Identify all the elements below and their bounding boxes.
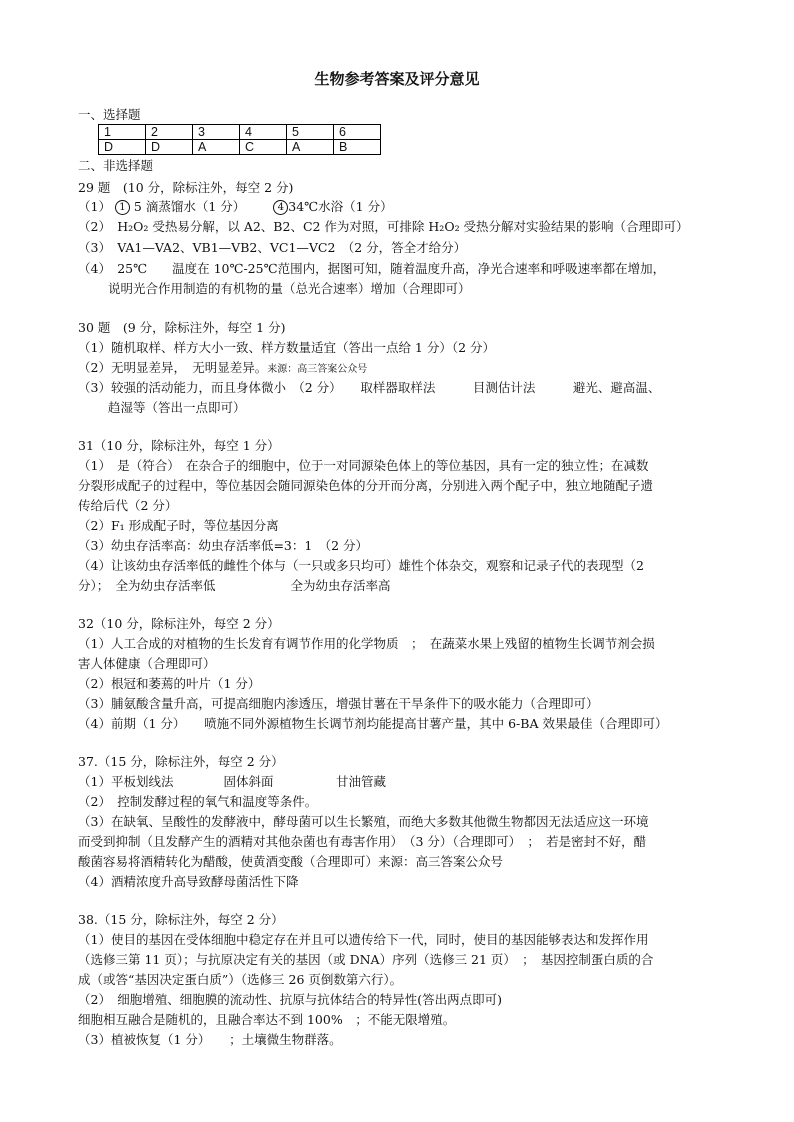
q37-line-1: （1）平板划线法 固体斜面 甘油管藏 — [78, 774, 386, 789]
q37-heading: 37.（15 分，除标注外，每空 2 分） — [78, 754, 284, 769]
answer-table — [98, 124, 381, 155]
q38-line-3: 成（或答“基因决定蛋白质”）（选修三 26 页倒数第六行）。 — [78, 972, 403, 987]
q29-line-3: （3） VA1—VA2、VB1—VB2、VC1—VC2 （2 分，答全才给分） — [78, 240, 467, 255]
q38-heading: 38.（15 分，除标注外，每空 2 分） — [78, 912, 284, 927]
q30-line-1: （1）随机取样、样方大小一致、样方数量适宜（答出一点给 1 分）（2 分） — [78, 340, 496, 355]
q30-line-3: （3）较强的活动能力，而且身体微小 （2 分） 取样器取样法 目测估计法 避光、避高温、 — [78, 380, 661, 395]
table-row — [99, 125, 381, 140]
q30-answer: （2）无明显差异， 无明显差异。 — [78, 360, 268, 375]
table-cell: D — [99, 140, 146, 155]
q31-line-7: 分）； 全为幼虫存活率低 全为幼虫存活率高 — [78, 578, 391, 593]
q32-line-2: 害人体健康（合理即可） — [78, 656, 216, 671]
q31-line-5: （3）幼虫存活率高：幼虫存活率低=3：1 （2 分） — [78, 538, 369, 553]
section-choice-heading: 一、选择题 — [78, 107, 141, 122]
q29-answer-1: 5 滴蒸馏水（1 分） — [133, 199, 246, 214]
table-cell: A — [193, 140, 240, 155]
q29-line-2: （2） H₂O₂ 受热易分解，以 A2、B2、C2 作为对照，可排除 H₂O₂ 受热分解对实验结果的影响（合理即可） — [78, 219, 689, 234]
q37-line-2: （2） 控制发酵过程的氧气和温度等条件。 — [78, 794, 318, 809]
q32-line-1: （1）人工合成的对植物的生长发育有调节作用的化学物质 ； 在蔬菜水果上残留的植物生长调节剂会损 — [78, 636, 655, 651]
q32-heading: 32（10 分，除标注外，每空 2 分） — [78, 616, 280, 631]
q32-line-4: （3）脯氨酸含量升高，可提高细胞内渗透压，增强甘薯在干旱条件下的吸水能力（合理即可） — [78, 696, 599, 711]
q38-line-1: （1）使目的基因在受体细胞中稳定存在并且可以遗传给下一代，同时，使目的基因能够表达和发挥作用 — [78, 932, 649, 947]
table-cell: 1 — [99, 125, 146, 140]
table-cell: 6 — [334, 125, 381, 140]
q32-line-5: （4）前期（1 分） 喷施不同外源植物生长调节剂均能提高甘薯产量，其中 6-BA 效果最佳（合理即可） — [78, 716, 668, 731]
q32-line-3: （2）根冠和萎蔫的叶片（1 分） — [78, 676, 261, 691]
table-cell: 2 — [146, 125, 193, 140]
q31-heading: 31（10 分，除标注外，每空 1 分） — [78, 438, 280, 453]
table-cell: B — [334, 140, 381, 155]
table-cell: 3 — [193, 125, 240, 140]
q37-line-5: 酸菌容易将酒精转化为醋酸，使黄酒变酸（合理即可）来源：高三答案公众号 — [78, 854, 504, 869]
q37-line-3: （3）在缺氧、呈酸性的发酵液中，酵母菌可以生长繁殖，而绝大多数其他微生物都因无法适应这一环境 — [78, 814, 649, 829]
section-nonchoice-heading: 二、非选择题 — [78, 158, 154, 173]
q38-line-6: （3）植被恢复（1 分） ；土壤微生物群落。 — [78, 1032, 342, 1047]
q38-line-4: （2） 细胞增殖、细胞膜的流动性、抗原与抗体结合的特异性(答出两点即可) — [78, 992, 502, 1007]
q29-part-label: （1） — [78, 199, 111, 214]
q37-line-6: （4）酒精浓度升高导致酵母菌活性下降 — [78, 874, 299, 889]
table-cell: C — [240, 140, 287, 155]
q30-heading: 30 题 (9 分，除标注外，每空 1 分) — [78, 320, 286, 335]
q31-line-1: （1） 是（符合） 在杂合子的细胞中，位于一对同源染色体上的等位基因，具有一定的独立性；在减数 — [78, 458, 649, 473]
q29-line-4: （4） 25℃ 温度在 10℃-25℃范围内，据图可知，随着温度升高，净光合速率和呼吸速率都在增加， — [78, 261, 666, 276]
q29-answer-2: 34℃水浴（1 分） — [288, 199, 393, 214]
q30-line-2 — [78, 358, 367, 380]
source-note: 来源：高三答案公众号 — [267, 364, 368, 375]
q29-line-1 — [78, 197, 393, 217]
q30-line-4: 趋湿等（答出一点即可） — [108, 400, 246, 415]
page-title: 生物参考答案及评分意见 — [314, 70, 480, 88]
table-row — [99, 140, 381, 155]
table-cell: 5 — [287, 125, 334, 140]
q29-heading: 29 题 (10 分，除标注外，每空 2 分) — [78, 180, 294, 195]
q31-line-6: （4）让该幼虫存活率低的雌性个体与（一只或多只均可）雄性个体杂交，观察和记录子代的表现型（2 — [78, 558, 644, 573]
circled-number: 1 — [115, 200, 130, 215]
q31-line-3: 传给后代（2 分） — [78, 498, 178, 513]
q29-line-5: 说明光合作用制造的有机物的量（总光合速率）增加（合理即可） — [108, 281, 471, 296]
q38-line-5: 细胞相互融合是随机的，且融合率达不到 100% ；不能无限增殖。 — [78, 1012, 456, 1027]
q37-line-4: 而受到抑制（且发酵产生的酒精对其他杂菌也有毒害作用） （3 分）（合理即可） ； 若是密封不好，醋 — [78, 834, 647, 849]
table-cell: D — [146, 140, 193, 155]
table-cell: A — [287, 140, 334, 155]
q31-line-4: （2）F₁ 形成配子时，等位基因分离 — [78, 518, 279, 533]
circled-number: 4 — [273, 200, 288, 215]
table-cell: 4 — [240, 125, 287, 140]
q38-line-2: （选修三第 11 页）；与抗原决定有关的基因（或 DNA）序列（选修三 21 页） ； 基因控制蛋白质的合 — [78, 952, 654, 967]
q31-line-2: 分裂形成配子的过程中，等位基因会随同源染色体的分开而分离，分别进入两个配子中，独立地随配子遗 — [78, 478, 654, 493]
